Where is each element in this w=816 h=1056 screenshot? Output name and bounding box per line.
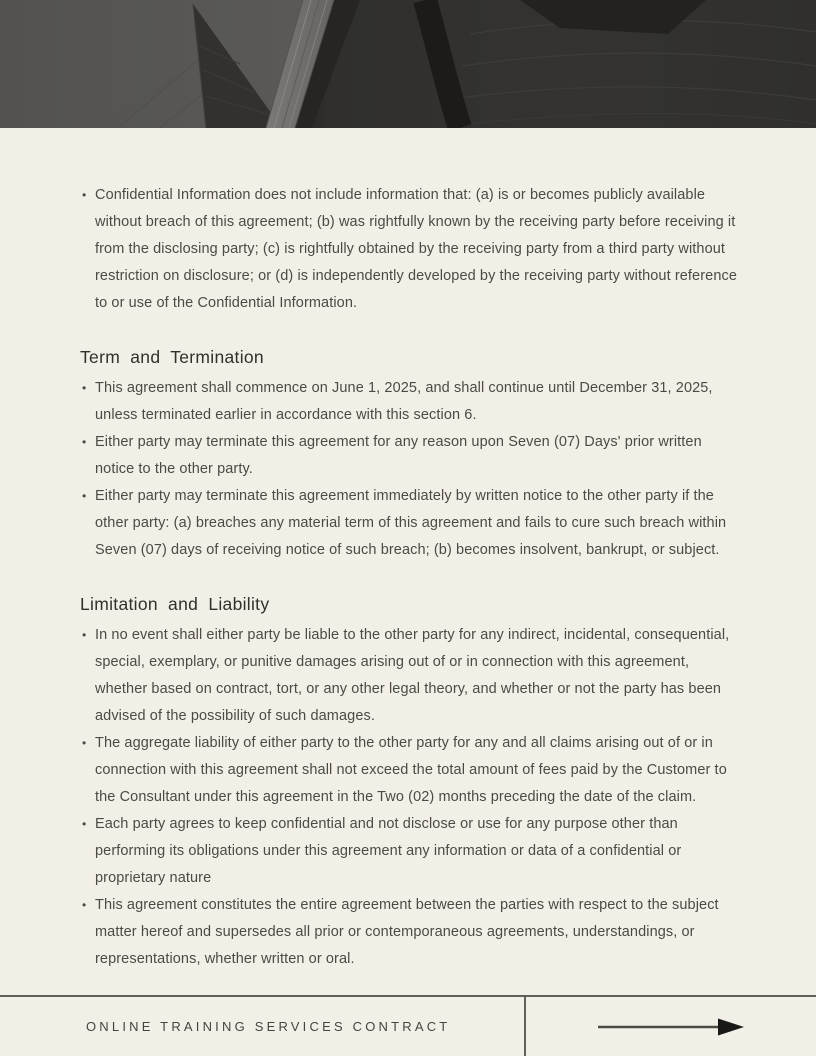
arrow-right-icon [596,1014,746,1040]
bullet-text: Either party may terminate this agreement for any reason upon Seven (07) Days' prior written notice to the other party. [95,434,702,477]
bullet-icon: • [82,628,87,642]
contract-body [0,128,816,973]
section-heading-limitation-and-liability: Limitation and Liability [80,594,270,614]
list-item [80,622,737,730]
term-and-termination-list [80,375,737,564]
document-title: ONLINE TRAINING SERVICES CONTRACT [86,1019,451,1034]
header-architecture-image [0,0,816,128]
bullet-text: In no event shall either party be liable to the other party for any indirect, incidental, consequential, special, exemplary, or punitive damages arising out of or in connection with this agreement, whether based on contract, tort, or any other legal theory, and whether or not the party has been advised of the possibility of such damages. [95,627,730,724]
bullet-text: This agreement shall commence on June 1, 2025, and shall continue until December 31, 2025, unless terminated earlier in accordance with this section 6. [95,380,713,423]
bullet-icon: • [82,898,87,912]
confidentiality-list [80,182,737,317]
list-item [80,892,737,973]
bullet-text: Confidential Information does not include information that: (a) is or becomes publicly available without breach of this agreement; (b) was rightfully known by the receiving party before receiving it from the disclosing party; (c) is rightfully obtained by the receiving party from a third party without restriction on disclosure; or (d) is independently developed by the receiving party without reference to or use of the Confidential Information. [95,187,737,311]
bullet-icon: • [82,736,87,750]
list-item [80,730,737,811]
list-item [80,811,737,892]
bullet-text: Either party may terminate this agreement immediately by written notice to the other party if the other party: (a) breaches any material term of this agreement and fails to cure such breach within Seven (07) days of receiving notice of such breach; (b) becomes insolvent, bankrupt, or subject. [95,488,727,558]
list-item [80,182,737,317]
list-item [80,375,737,429]
bullet-text: Each party agrees to keep confidential and not disclose or use for any purpose other than performing its obligations under this agreement any information or data of a confidential or proprietary nature [95,816,682,886]
limitation-and-liability-list [80,622,737,973]
bullet-text: The aggregate liability of either party to the other party for any and all claims arising out of or in connection with this agreement shall not exceed the total amount of fees paid by the Customer to the Consultant under this agreement in the Two (02) months preceding the date of the claim. [95,735,727,805]
footer-arrow-area [526,997,816,1056]
list-item [80,483,737,564]
bullet-icon: • [82,188,87,202]
bullet-icon: • [82,489,87,503]
bullet-icon: • [82,381,87,395]
footer-title-area [0,997,524,1056]
bullet-icon: • [82,817,87,831]
bullet-icon: • [82,435,87,449]
page-footer [0,995,816,1056]
section-heading-term-and-termination: Term and Termination [80,347,264,367]
list-item [80,429,737,483]
bullet-text: This agreement constitutes the entire agreement between the parties with respect to the subject matter hereof and supersedes all prior or contemporaneous agreements, understandings, or representations, whether written or oral. [95,897,719,967]
